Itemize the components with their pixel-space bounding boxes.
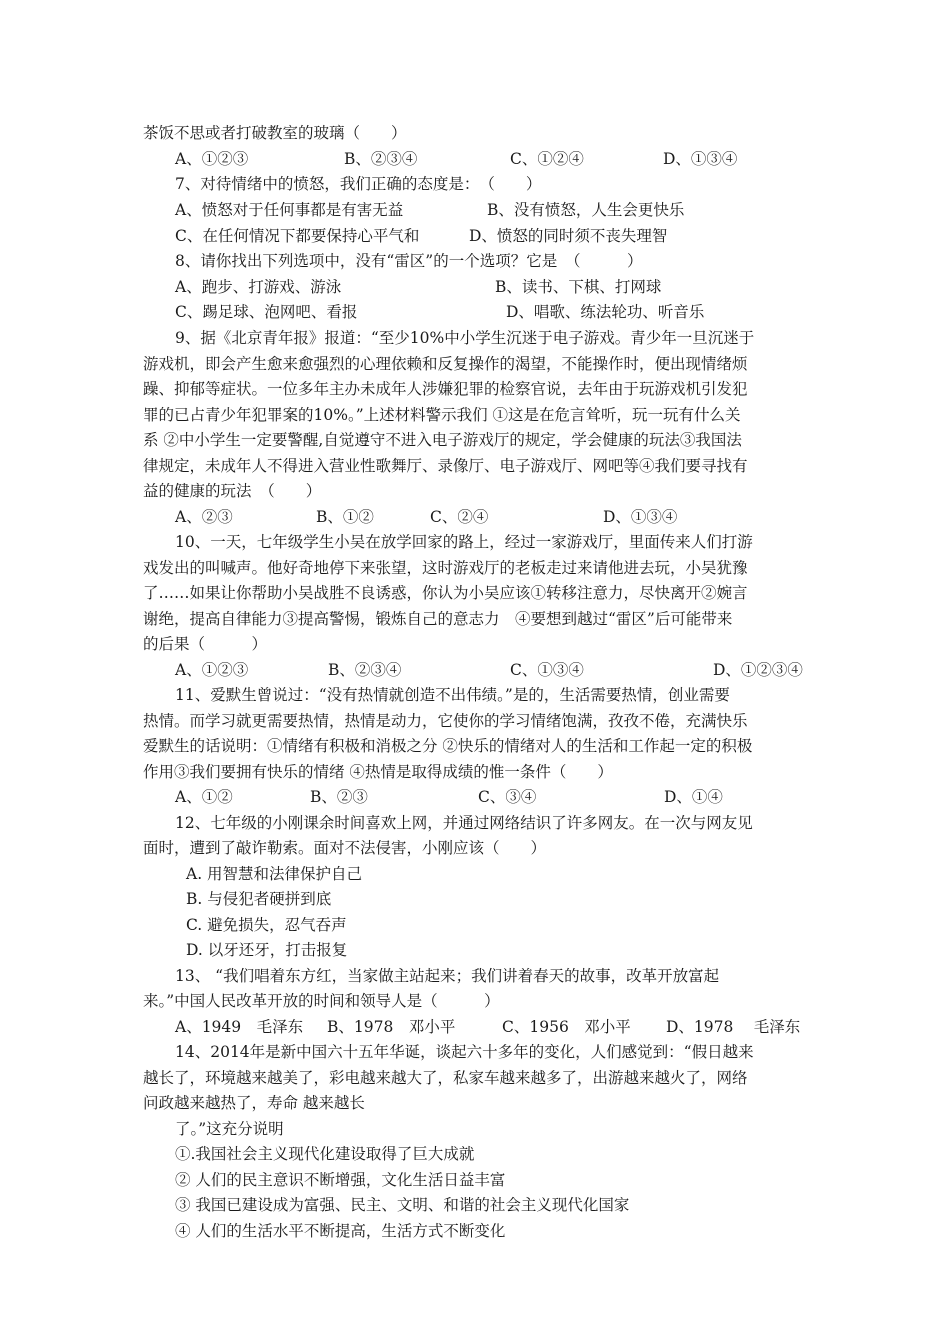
q8-option-d: D、唱歌、练法轮功、听音乐 [506,303,705,321]
q6-option-a: A、①②③ [175,150,249,168]
q10-line: 的后果（ ） [143,635,268,653]
q14-line: 14、2014年是新中国六十五年华诞，谈起六十多年的变化，人们感觉到：“假日越来 [175,1043,754,1061]
q9-option-d: D、①③④ [603,508,678,526]
q14-line: 问政越来越热了，寿命 越来越长 [143,1094,365,1112]
q14-line: 了。”这充分说明 [175,1120,284,1138]
q9-line: 系 ②中小学生一定要警醒,自觉遵守不进入电子游戏厅的规定，学会健康的玩法③我国法 [143,431,742,449]
q9-line: 律规定，未成年人不得进入营业性歌舞厅、录像厅、电子游戏厅、网吧等④我们要寻找有 [143,457,748,475]
q7-option-b: B、没有愤怒，人生会更快乐 [487,201,685,219]
q12-option-d: D. 以牙还牙，打击报复 [186,941,348,959]
q13-option-b: B、1978 邓小平 [327,1018,456,1036]
q14-statement: ② 人们的民主意识不断增强，文化生活日益丰富 [175,1171,506,1189]
q10-option-a: A、①②③ [175,661,249,679]
q9-line: 益的健康的玩法 （ ） [143,482,322,500]
q10-option-d: D、①②③④ [713,661,803,679]
q10-line: 戏发出的叫喊声。他好奇地停下来张望，这时游戏厅的老板走过来请他进去玩，小吴犹豫 [143,559,748,577]
q11-option-d: D、①④ [664,788,723,806]
q13-option-c: C、1956 邓小平 [502,1018,631,1036]
q12-option-c: C. 避免损失，忍气吞声 [186,916,347,934]
q12-line: 12、七年级的小刚课余时间喜欢上网，并通过网络结识了许多网友。在一次与网友见 [175,814,753,832]
q6-option-c: C、①②④ [510,150,584,168]
q12-option-b: B. 与侵犯者硬拼到底 [186,890,332,908]
q11-option-b: B、②③ [310,788,368,806]
q14-statement: ④ 人们的生活水平不断提高，生活方式不断变化 [175,1222,506,1240]
q9-line: 罪的已占青少年犯罪案的10%。”上述材料警示我们 ①这是在危言耸听，玩一玩有什么关 [143,406,741,424]
q14-line: 越长了，环境越来越美了，彩电越来越大了，私家车越来越多了，出游越来越火了，网络 [143,1069,748,1087]
q9-option-a: A、②③ [175,508,233,526]
q9-line: 躁、抑郁等症状。一位多年主办未成年人涉嫌犯罪的检察官说，去年由于玩游戏机引发犯 [143,380,748,398]
q7-option-a: A、愤怒对于任何事都是有害无益 [175,201,404,219]
q14-statement: ③ 我国已建设成为富强、民主、文明、和谐的社会主义现代化国家 [175,1196,630,1214]
q13-option-a: A、1949 毛泽东 [175,1018,304,1036]
q11-option-a: A、①② [175,788,233,806]
q8-option-b: B、读书、下棋、打网球 [495,278,662,296]
q11-line: 爱默生的话说明：①情绪有积极和消极之分 ②快乐的情绪对人的生活和工作起一定的积极 [143,737,753,755]
q9-line: 9、据《北京青年报》报道：“至少10%中小学生沉迷于电子游戏。青少年一旦沉迷于 [175,329,755,347]
q11-line: 热情。而学习就更需要热情，热情是动力，它使你的学习情绪饱满，孜孜不倦，充满快乐 [143,712,748,730]
q13-line: 13、 “我们唱着东方红，当家做主站起来；我们讲着春天的故事，改革开放富起 [175,967,720,985]
q10-option-c: C、①③④ [510,661,584,679]
q14-statement: ①.我国社会主义现代化建设取得了巨大成就 [175,1145,475,1163]
q6-option-d: D、①③④ [663,150,738,168]
q9-option-b: B、①② [316,508,374,526]
q9-option-c: C、②④ [430,508,489,526]
q8-option-c: C、踢足球、泡网吧、看报 [175,303,358,321]
q7-option-c: C、在任何情况下都要保持心平气和 [175,227,420,245]
intro-line: 茶饭不思或者打破教室的玻璃（ ） [143,124,407,142]
q11-line: 作用③我们要拥有快乐的情绪 ④热情是取得成绩的惟一条件（ ） [143,763,613,781]
q7-stem: 7、对待情绪中的愤怒，我们正确的态度是： （ ） [175,175,542,193]
q13-option-d: D、1978 毛泽东 [666,1018,801,1036]
q11-option-c: C、③④ [478,788,537,806]
q13-line: 来。”中国人民改革开放的时间和领导人是（ ） [143,992,500,1010]
q12-line: 面时，遭到了敲诈勒索。面对不法侵害，小刚应该（ ） [143,839,547,857]
q7-option-d: D、愤怒的同时须不丧失理智 [469,227,668,245]
q10-option-b: B、②③④ [328,661,402,679]
q11-line: 11、爱默生曾说过：“没有热情就创造不出伟绩。”是的，生活需要热情，创业需要 [175,686,730,704]
q8-stem: 8、请你找出下列选项中，没有“雷区”的一个选项？它是 （ ） [175,252,643,270]
q10-line: 了……如果让你帮助小吴战胜不良诱惑，你认为小吴应该①转移注意力，尽快离开②婉言 [143,584,748,602]
q10-line: 10、一天，七年级学生小吴在放学回家的路上，经过一家游戏厅，里面传来人们打游 [175,533,753,551]
q10-line: 谢绝，提高自律能力③提高警惕，锻炼自己的意志力 ④要想到越过“雷区”后可能带来 [143,610,733,628]
q12-option-a: A. 用智慧和法律保护自己 [186,865,363,883]
q9-line: 游戏机，即会产生愈来愈强烈的心理依赖和反复操作的渴望，不能操作时，便出现情绪烦 [143,355,748,373]
q6-option-b: B、②③④ [344,150,418,168]
q8-option-a: A、跑步、打游戏、游泳 [175,278,342,296]
